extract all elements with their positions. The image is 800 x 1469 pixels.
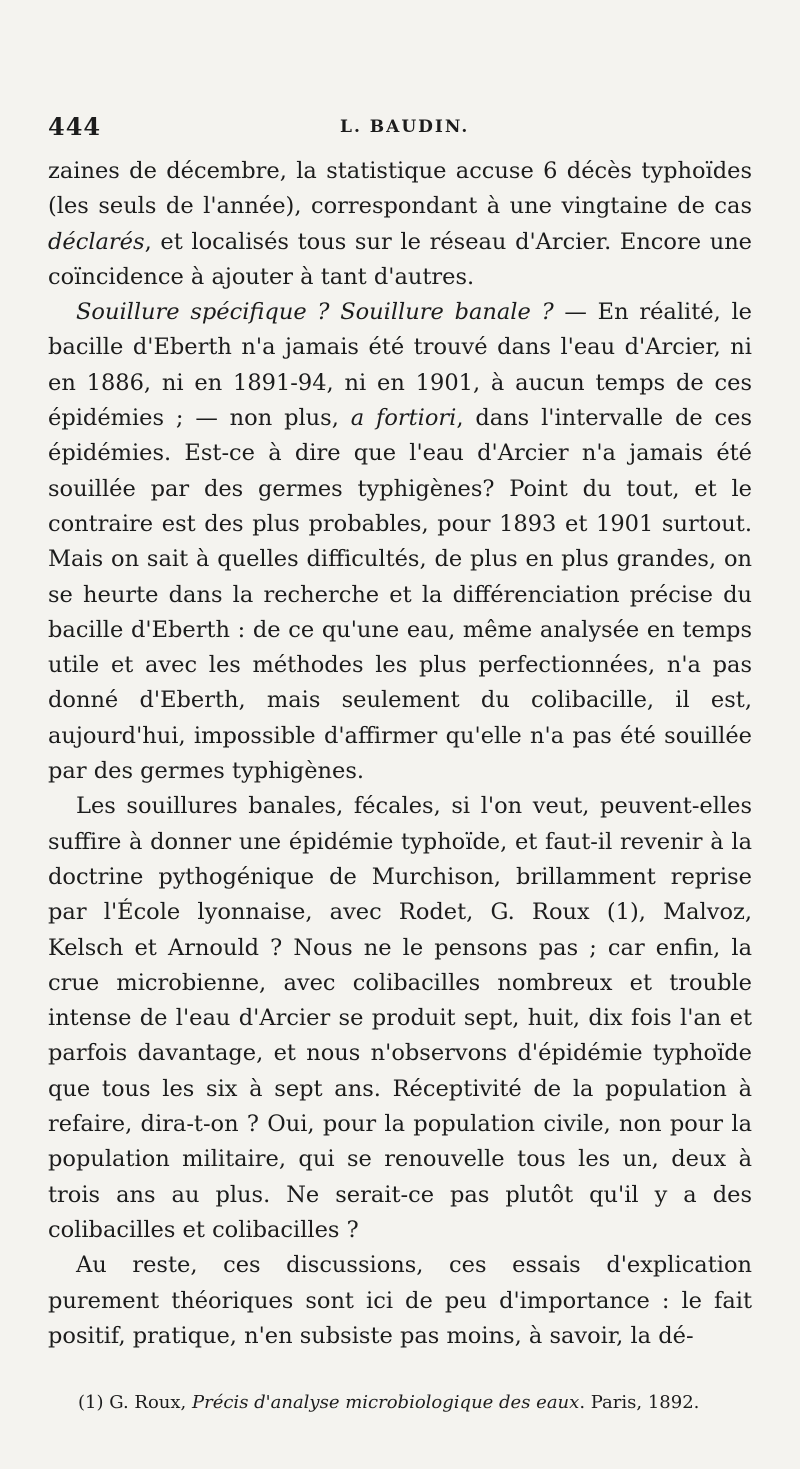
footnote-text: . Paris, 1892. (579, 1392, 700, 1413)
text-run: zaines de décembre, la statistique accuse 6 décès typhoïdes (les seuls de l'année), correspondant à une vingtaine de cas (48, 158, 752, 220)
text-run: , et localisés tous sur le réseau d'Arcier. Encore une coïncidence à ajouter à tant d'autres. (48, 228, 752, 290)
footnote-text: (1) G. Roux, (78, 1392, 192, 1413)
paragraph (48, 1248, 752, 1354)
body-text (48, 154, 752, 1354)
italic-text: Souillure spécifique ? Souillure banale ? (76, 299, 554, 326)
paragraph (48, 789, 752, 1248)
footnote-title: Précis d'analyse microbiologique des eaux (191, 1392, 580, 1413)
italic-text: a fortiori (350, 405, 457, 432)
paragraph (48, 154, 752, 295)
running-head: L. BAUDIN. (340, 117, 470, 137)
italic-text: déclarés (48, 228, 145, 255)
paragraph (48, 295, 752, 789)
text-run: , dans l'intervalle de ces épidémies. Est-ce à dire que l'eau d'Arcier n'a jamais été souillée par des germes typhigènes? Point du tout, et le contraire est des plus probables, pour 1893 et 1901 surtout. Mais on sait à quelles difficultés, de plus en plus grandes, on se heurte dans la recherche et la différenciation précise du bacille d'Eberth : de ce qu'une eau, même analysée en temps utile et avec les méthodes les plus perfectionnées, n'a pas donné d'Eberth, mais seulement du colibacille, il est, aujourd'hui, impossible d'affirmer qu'elle n'a pas été souillée par des germes typhigènes. (48, 405, 752, 785)
text-run: — En réalité, le bacille d'Eberth n'a jamais été trouvé dans l'eau d'Arcier, ni en 1886, ni en 1891-94, ni en 1901, à aucun temps de ces épidémies ; — non plus, (48, 299, 752, 432)
page-header (48, 112, 752, 142)
text-run: Au reste, ces discussions, ces essais d'explication purement théoriques sont ici de peu d'importance : le fait positif, pratique, n'en subsiste pas moins, à savoir, la dé- (48, 1252, 752, 1349)
footnote (78, 1392, 758, 1413)
page-number: 444 (48, 112, 102, 141)
text-run: Les souillures banales, fécales, si l'on veut, peuvent-elles suffire à donner une épidémie typhoïde, et faut-il revenir à la doctrine pythogénique de Murchison, brillamment reprise par l'École lyonnaise, avec Rodet, G. Roux (1), Malvoz, Kelsch et Arnould ? Nous ne le pensons pas ; car enfin, la crue microbienne, avec colibacilles nombreux et trouble intense de l'eau d'Arcier se produit sept, huit, dix fois l'an et parfois davantage, et nous n'observons d'épidémie typhoïde que tous les six à sept ans. Réceptivité de la population à refaire, dira-t-on ? Oui, pour la population civile, non pour la population militaire, qui se renouvelle tous les un, deux à trois ans au plus. Ne serait-ce pas plutôt qu'il y a des colibacilles et colibacilles ? (48, 793, 752, 1243)
